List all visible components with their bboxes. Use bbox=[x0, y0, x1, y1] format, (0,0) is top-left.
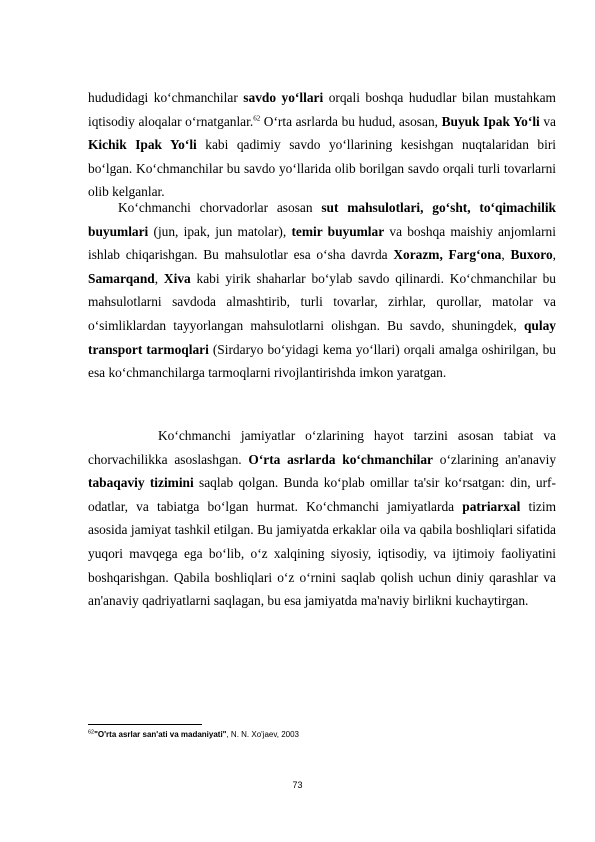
bold-term: patriarxal bbox=[462, 498, 521, 514]
bold-term: savdo yo‘llari bbox=[243, 90, 324, 105]
page-number: 73 bbox=[292, 780, 303, 790]
bold-term: Xorazm, Farg‘ona bbox=[393, 247, 502, 263]
bold-term: Xiva bbox=[163, 270, 191, 286]
bold-term: tabaqaviy tizimini bbox=[88, 475, 194, 491]
text-run: va bbox=[539, 113, 556, 129]
bold-term: temir buyumlar bbox=[291, 223, 385, 239]
bold-term: Samarqand bbox=[88, 270, 155, 286]
text-run: kabi yirik shaharlar bo‘ylab savdo qilinardi. Ko‘chmanchilar bu mahsulotlarni savdoda almashtirib, turli tovarlar, zirhlar, qurollar, matolar va o‘simliklardan tayyorlangan mahsulotlarni olishgan. Bu savdo, shuningdek, bbox=[88, 270, 557, 333]
bold-term: Kichik Ipak Yo‘li bbox=[88, 137, 197, 153]
text-run: (Sirdaryo bo‘yidagi kema yo‘llari) orqali amalga oshirilgan, bu esa ko‘chmanchilarga tarmoqlarni rivojlantirishda imkon yaratgan. bbox=[88, 341, 556, 381]
text-run: tizim asosida jamiyat tashkil etilgan. Bu jamiyatda erkaklar oila va qabila boshliqlari sifatida yuqori mavqega ega bo‘lib, o‘z xalqining siyosiy, iqtisodiy, va ijtimoiy faoliyatini boshqarishgan. Qabila boshliqlari o‘z o‘rnini saqlab qolish uchun diniy qarashlar va an'anaviy qadriyatlarni saqlagan, bu esa jamiyatda ma'naviy birlikni kuchaytirgan. bbox=[88, 498, 557, 609]
bold-term: O‘rta asrlarda ko‘chmanchilar bbox=[248, 451, 434, 467]
footnote-number: 62 bbox=[88, 729, 95, 736]
footnote-title: "O'rta asrlar san'ati va madaniyati" bbox=[94, 730, 227, 739]
text-run: Ko‘chmanchi chorvadorlar asosan bbox=[118, 200, 322, 215]
text-run: orqali boshqa hududlar bilan mustahkam iqtisodiy aloqalar o‘rnatganlar. bbox=[88, 90, 556, 129]
text-run: , bbox=[552, 247, 556, 263]
bold-term: Buxoro bbox=[510, 247, 553, 263]
text-run: hududidagi ko‘chmanchilar bbox=[88, 90, 244, 105]
footnote-separator bbox=[88, 724, 202, 725]
bold-term: qulay transport tarmoqlari bbox=[88, 317, 556, 357]
footnote bbox=[88, 729, 556, 740]
text-run: kabi qadimiy savdo yo‘llarining kesishgan nuqtalaridan biri bo‘lgan. Ko‘chmanchilar bu savdo yo‘llarida olib borilgan savdo orqali turli tovarlarni olib kelganlar. bbox=[88, 137, 556, 200]
paragraph-1 bbox=[88, 86, 556, 204]
bold-term: Buyuk Ipak Yo‘li bbox=[441, 113, 540, 129]
text-run: (jun, ipak, jun matolar), bbox=[148, 223, 292, 239]
text-run: o‘zlarining an'anaviy bbox=[433, 451, 557, 467]
paragraph-3 bbox=[88, 424, 556, 613]
text-run: Ko‘chmanchi jamiyatlar o‘zlarining hayot tarzini asosan tabiat va chorvachilikka asoslashgan. bbox=[88, 428, 556, 467]
paragraph-2 bbox=[88, 196, 556, 385]
text-run: O‘rta asrlarda bu hudud, asosan, bbox=[260, 113, 442, 129]
text-run: , bbox=[154, 270, 164, 286]
footnote-reference[interactable]: 62 bbox=[253, 114, 261, 123]
text-run: , bbox=[501, 247, 511, 263]
text-run: va boshqa maishiy anjomlarni ishlab chiqarishgan. Bu mahsulotlar esa o‘sha davrda bbox=[88, 223, 556, 263]
footnote-source: , N. N. Xo'jaev, 2003 bbox=[226, 730, 299, 739]
bold-term: sut mahsulotlari, go‘sht, to‘qimachilik buyumlari bbox=[88, 200, 556, 239]
text-run: saqlab qolgan. Bunda ko‘plab omillar ta'sir ko‘rsatgan: din, urf-odatlar, va tabiatga bo‘lgan hurmat. Ko‘chmanchi jamiyatlarda bbox=[88, 475, 556, 514]
